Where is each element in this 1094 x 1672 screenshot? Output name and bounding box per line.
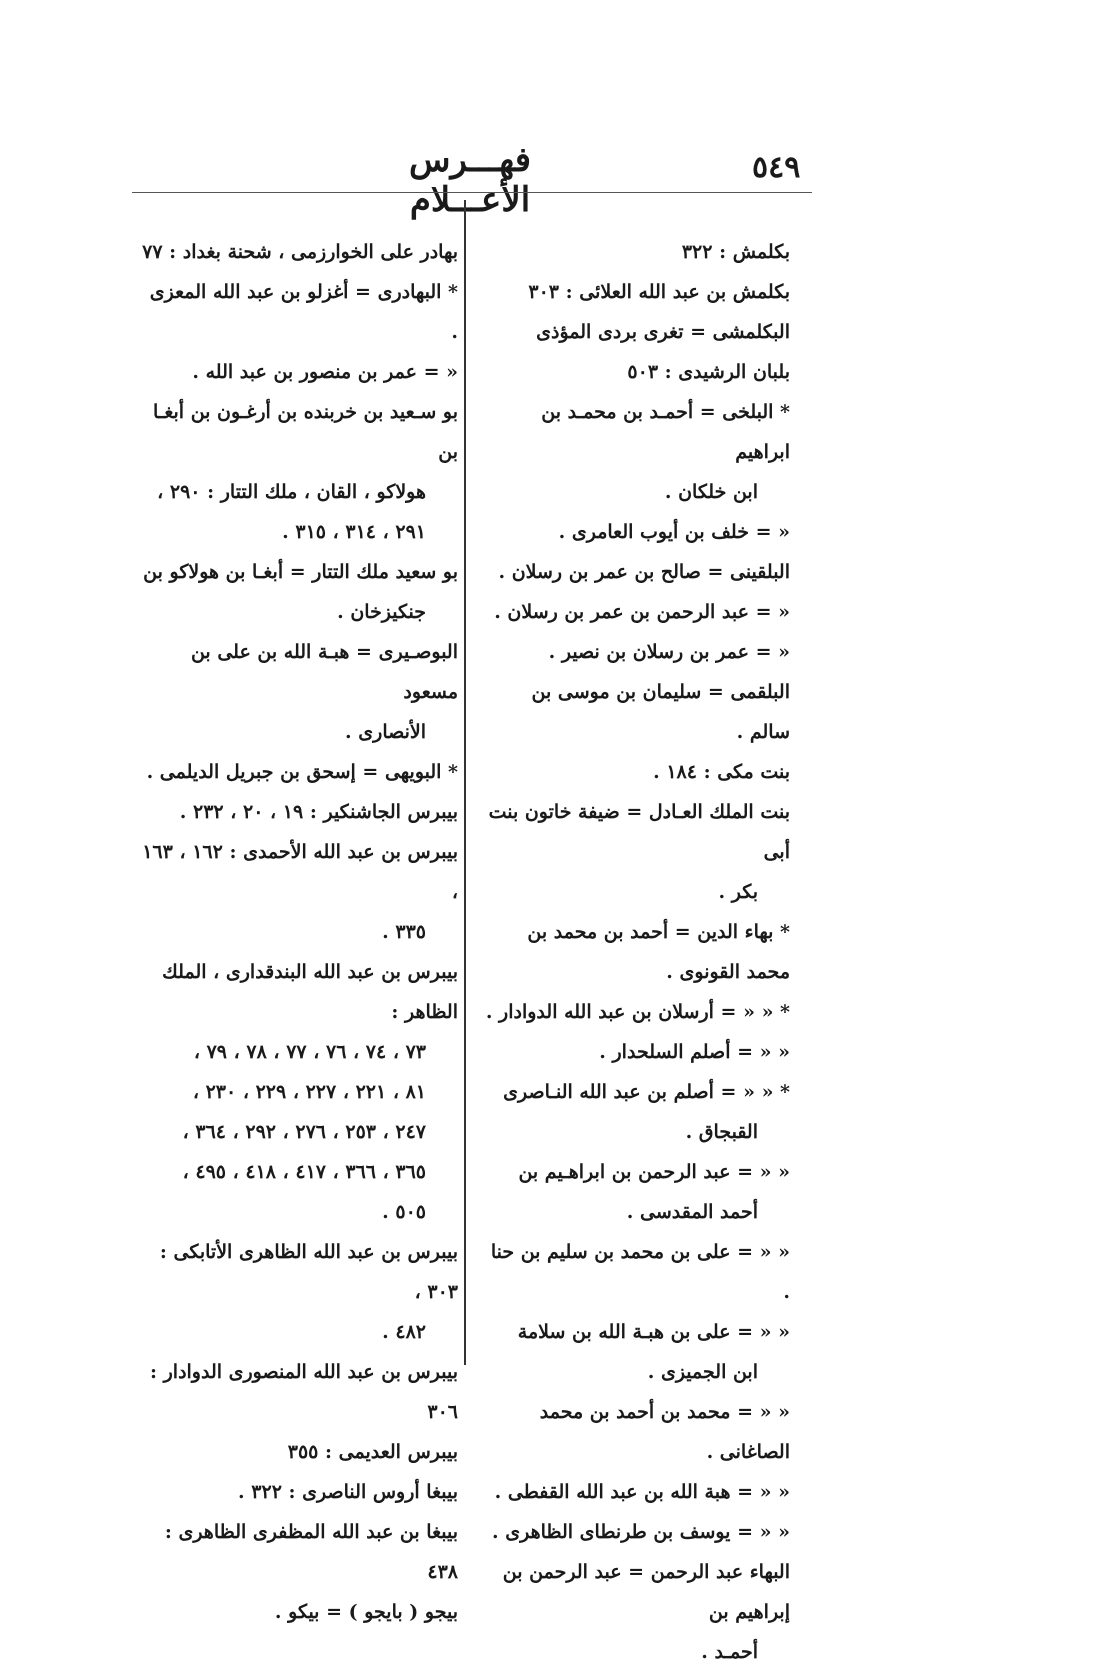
index-entry: * « « = أصلم بن عبد الله النـاصرى: [503, 1081, 790, 1103]
index-entry: البلقينى = صالح بن عمر بن رسلان .: [498, 561, 790, 583]
index-entry-continuation: ابن الجميزى .: [647, 1361, 758, 1383]
index-entry-continuation: ابن خلكان .: [664, 481, 758, 503]
index-entry-continuation: ٢٤٧ ، ٢٥٣ ، ٢٧٦ ، ٢٩٢ ، ٣٦٤ ،: [182, 1121, 426, 1143]
index-entry: بو سـعيد بن خربنده بن أرغـون بن أبغـا بن: [152, 401, 458, 463]
right-column: [485, 232, 790, 1672]
index-entry: « = عمر بن منصور بن عبد الله .: [192, 361, 458, 383]
index-entry: « « = على بن هبـة الله بن سلامة: [517, 1321, 790, 1343]
index-entry: البوصـيرى = هبـة الله بن على بن مسعود: [190, 641, 458, 703]
index-entry-continuation: الأنصارى .: [345, 721, 426, 743]
index-entry: بيبغا أروس الناصرى : ٣٢٢ .: [238, 1481, 458, 1503]
index-entry: بيبرس بن عبد الله الأحمدى : ١٦٢ ، ١٦٣ ،: [142, 841, 458, 903]
index-entry: « « = عبد الرحمن بن ابراهـيم بن: [518, 1161, 790, 1183]
page-title: فهـــرس الأعـــلام: [408, 140, 532, 220]
index-entry: « « = محمد بن أحمد بن محمد الصاغانى .: [539, 1401, 790, 1463]
index-entry-continuation: ٣٣٥ .: [382, 921, 426, 943]
index-entry-continuation: بكر .: [718, 881, 758, 903]
index-entry: * بهاء الدين = أحمد بن محمد بن محمد القونوى .: [527, 921, 790, 983]
index-entry-continuation: ٨١ ، ٢٢١ ، ٢٢٧ ، ٢٢٩ ، ٢٣٠ ،: [192, 1081, 426, 1103]
index-entry: « = عمر بن رسلان بن نصير .: [548, 641, 790, 663]
index-entry: « = عبد الرحمن بن عمر بن رسلان .: [494, 601, 790, 623]
index-entry: بنت مكى : ١٨٤ .: [653, 761, 790, 783]
index-entry-continuation: جنكيزخان .: [337, 601, 426, 623]
index-entry: بيبغا بن عبد الله المظفرى الظاهرى : ٤٣٨: [164, 1521, 458, 1583]
index-entry: بيبرس بن عبد الله البندقدارى ، الملك الظاهر :: [162, 961, 458, 1023]
index-entry: بيبرس بن عبد الله الظاهرى الأتابكى : ٣٠٣ ،: [159, 1241, 458, 1303]
index-entry: * البلخى = أحمـد بن محمـد بن ابراهيم: [541, 401, 790, 463]
index-entry: « = خلف بن أيوب العامرى .: [558, 521, 790, 543]
index-entry: * البهادرى = أغزلو بن عبد الله المعزى .: [149, 281, 458, 343]
index-entry: بنت الملك العـادل = ضيفة خاتون بنت أبى: [488, 801, 790, 863]
index-entry: * البويهى = إسحق بن جبريل الديلمى .: [146, 761, 458, 783]
index-entry: بكلمش : ٣٢٢: [681, 241, 790, 263]
index-entry-continuation: هولاكو ، القان ، ملك التتار : ٢٩٠ ،: [157, 481, 426, 503]
index-entry: بو سعيد ملك التتار = أبغـا بن هولاكو بن: [143, 561, 458, 583]
index-entry: البهاء عبد الرحمن = عبد الرحمن بن إبراهيم بن: [502, 1561, 790, 1623]
index-entry: « « = أصلم السلحدار .: [599, 1041, 790, 1063]
page-number: ٥٤٩: [752, 150, 801, 185]
index-entry: « « = هبة الله بن عبد الله القفطى .: [494, 1481, 790, 1503]
index-entry: بيبرس الجاشنكير : ١٩ ، ٢٠ ، ٢٣٢ .: [179, 801, 458, 823]
index-entry-continuation: ٤٨٢ .: [382, 1321, 426, 1343]
left-column: [140, 232, 458, 1632]
index-entry: « « = على بن محمد بن سليم بن حنا .: [490, 1241, 790, 1303]
index-entry-continuation: القبجاق .: [685, 1121, 758, 1143]
index-entry-continuation: ٣٦٥ ، ٣٦٦ ، ٤١٧ ، ٤١٨ ، ٤٩٥ ،: [182, 1161, 426, 1183]
index-entry: البكلمشى = تغرى بردى المؤذى: [536, 321, 790, 343]
index-entry: بيجو ( بايجو ) = بيكو .: [274, 1601, 458, 1623]
index-entry-continuation: ٧٣ ، ٧٤ ، ٧٦ ، ٧٧ ، ٧٨ ، ٧٩ ،: [193, 1041, 426, 1063]
index-entry: بلبان الرشيدى : ٥٠٣: [627, 361, 790, 383]
header-rule: [132, 192, 812, 193]
index-entry: بهادر على الخوارزمى ، شحنة بغداد : ٧٧: [142, 241, 458, 263]
index-entry-continuation: ٢٩١ ، ٣١٤ ، ٣١٥ .: [282, 521, 426, 543]
index-entry: « « = يوسف بن طرنطاى الظاهرى .: [492, 1521, 790, 1543]
index-entry-continuation: ٥٠٥ .: [382, 1201, 426, 1223]
index-entry: بكلمش بن عبد الله العلائى : ٣٠٣: [528, 281, 790, 303]
index-entry: البلقمى = سليمان بن موسى بن سالم .: [531, 681, 790, 743]
index-entry: * « « = أرسلان بن عبد الله الدوادار .: [485, 1001, 790, 1023]
column-divider: [464, 200, 466, 1365]
index-entry-continuation: أحمـد .: [701, 1641, 758, 1663]
index-entry-continuation: أحمد المقدسى .: [626, 1201, 758, 1223]
index-entry: بيبرس بن عبد الله المنصورى الدوادار : ٣٠٦: [149, 1361, 458, 1423]
index-entry: بيبرس العديمى : ٣٥٥: [287, 1441, 458, 1463]
